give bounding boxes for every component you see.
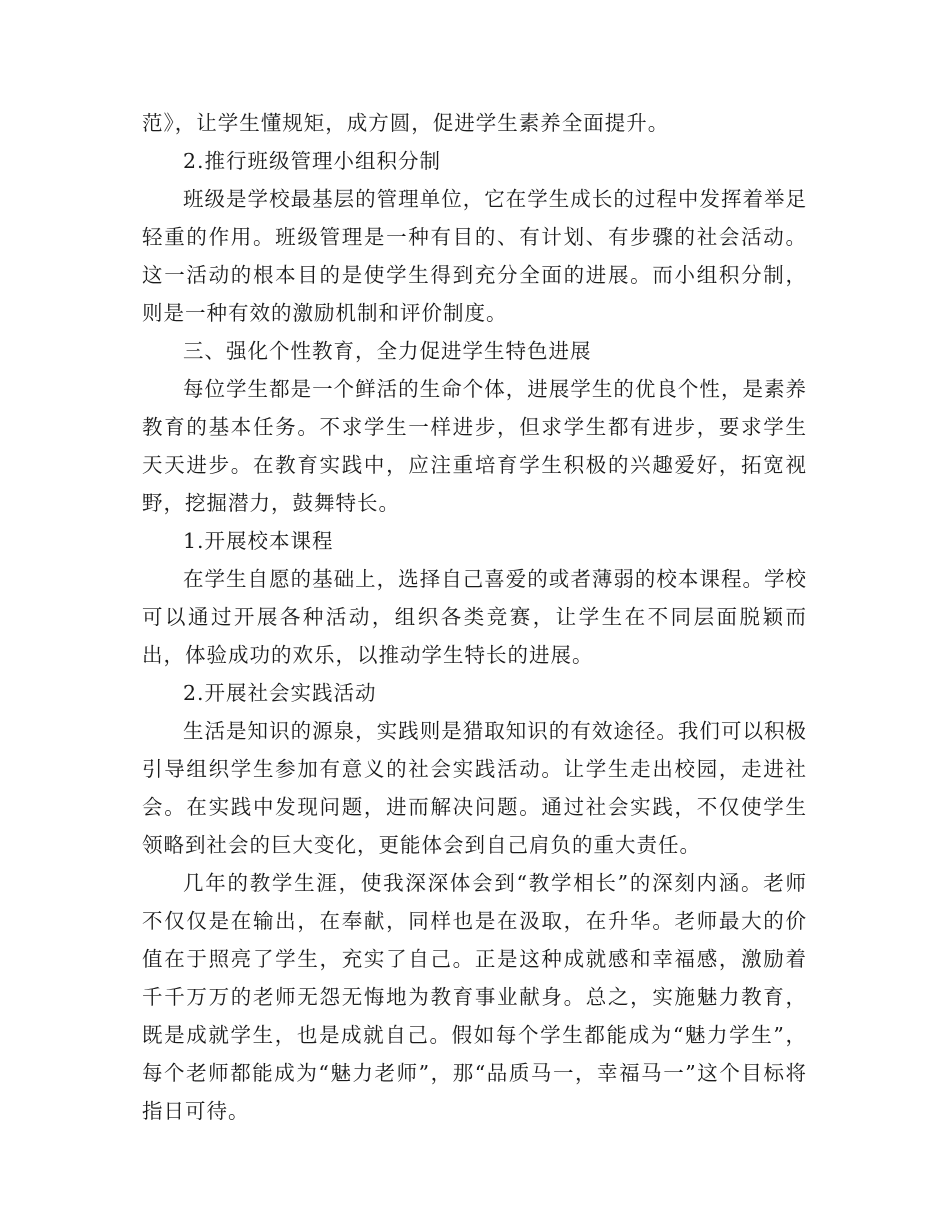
subheading-class-points-system: 2.推行班级管理小组积分制 xyxy=(183,149,442,173)
paragraph-individual-students: 每位学生都是一个鲜活的生命个体，进展学生的优良个性，是素养教育的基本任务。不求学生一样进步，但求学生都有进步，要求学生天天进步。在教育实践中，应注重培育学生积极的兴趣爱好，拓宽视野，挖掘潜力，鼓舞特长。 xyxy=(142,377,807,515)
paragraph-conclusion: 几年的教学生涯，使我深深体会到“教学相长”的深刻内涵。老师不仅仅是在输出，在奉献，同样也是在汲取，在升华。老师最大的价值在于照亮了学生，充实了自己。正是这种成就感和幸福感，激励着千千万万的老师无怨无悔地为教育事业献身。总之，实施魅力教育，既是成就学生，也是成就自己。假如每个学生都能成为“魅力学生”，每个老师都能成为“魅力老师”，那“品质马一，幸福马一”这个目标将指日可待。 xyxy=(142,871,807,1123)
paragraph-continued: 范》，让学生懂规矩，成方圆，促进学生素养全面提升。 xyxy=(142,111,670,135)
subheading-school-courses: 1.开展校本课程 xyxy=(183,529,334,553)
subheading-social-practice: 2.开展社会实践活动 xyxy=(183,681,377,705)
paragraph-social-practice: 生活是知识的源泉，实践则是猎取知识的有效途径。我们可以积极引导组织学生参加有意义的社会实践活动。让学生走出校园，走进社会。在实践中发现问题，进而解决问题。通过社会实践，不仅使学生领略到社会的巨大变化，更能体会到自己肩负的重大责任。 xyxy=(142,719,807,857)
document-body xyxy=(142,104,807,1130)
section-heading-personality-education: 三、强化个性教育，全力促进学生特色进展 xyxy=(183,339,592,363)
paragraph-class-management: 班级是学校最基层的管理单位，它在学生成长的过程中发挥着举足轻重的作用。班级管理是一种有目的、有计划、有步骤的社会活动。这一活动的根本目的是使学生得到充分全面的进展。而小组积分制，则是一种有效的激励机制和评价制度。 xyxy=(142,187,807,325)
paragraph-school-courses: 在学生自愿的基础上，选择自己喜爱的或者薄弱的校本课程。学校可以通过开展各种活动，组织各类竞赛，让学生在不同层面脱颖而出，体验成功的欢乐，以推动学生特长的进展。 xyxy=(142,567,807,667)
